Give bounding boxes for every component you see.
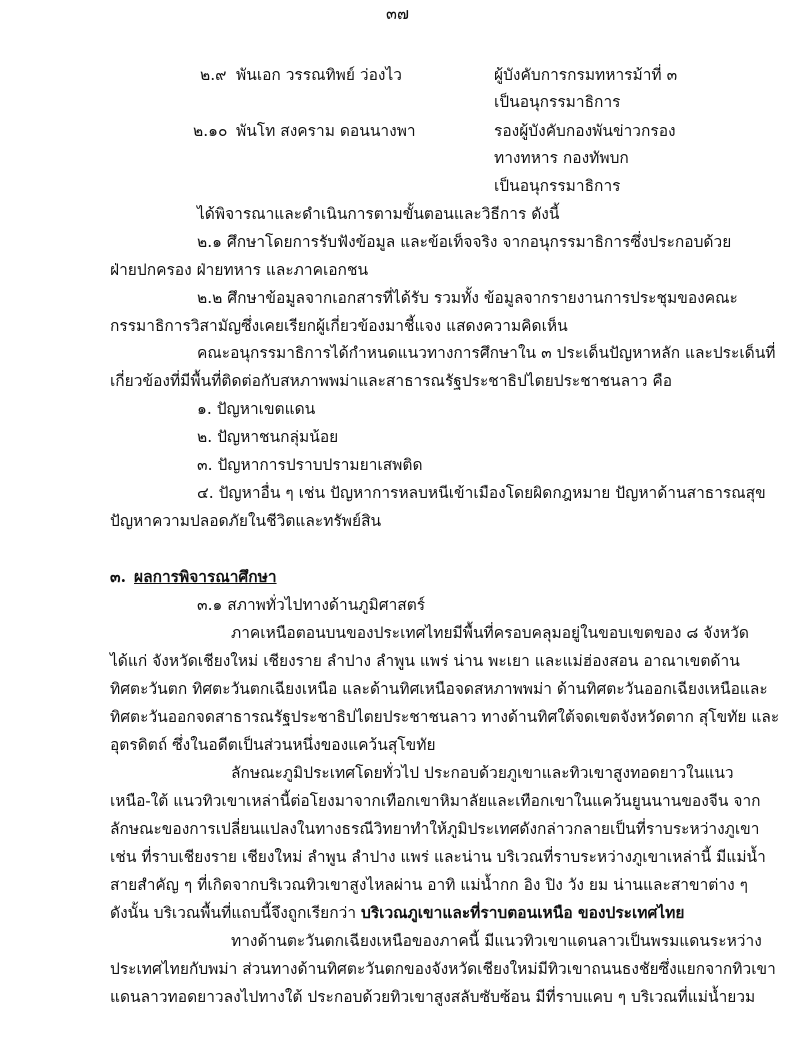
body-line: ฝ่ายปกครอง ฝ่ายทหาร และภาคเอกชน [110,261,369,279]
section-number: ๓. [110,567,126,586]
body-line: ภาคเหนือตอนบนของประเทศไทยมีพื้นที่ครอบคลุมอยู่ในขอบเขตของ ๘ จังหวัด [231,624,749,642]
body-line: ทิศตะวันออกจดสาธารณรัฐประชาธิปไตยประชาชนลาว ทางด้านทิศใต้จดเขตจังหวัดตาก สุโขทัย และ [110,708,780,726]
list-item: ๔. ปัญหาอื่น ๆ เช่น ปัญหาการหลบหนีเข้าเมืองโดยผิดกฎหมาย ปัญหาด้านสาธารณสุข [197,484,766,502]
body-line: ได้แก่ จังหวัดเชียงใหม่ เชียงราย ลำปาง ลำพูน แพร่ น่าน พะเยา และแม่ฮ่องสอน อาณาเขตด้าน [110,652,740,670]
emphasis-text: บริเวณภูเขาและที่ราบตอนเหนือ ของประเทศไทย [360,903,685,922]
member-role: เป็นอนุกรรมาธิการ [494,93,621,111]
body-line: ลักษณะของการเปลี่ยนแปลงในทางธรณีวิทยาทำให้ภูมิประเทศดังกล่าวกลายเป็นที่ราบระหว่างภูเขา [110,820,760,838]
body-line: อุตรดิตถ์ ซึ่งในอดีตเป็นส่วนหนึ่งของแคว้นสุโขทัย [110,736,436,754]
member-name: พันโท สงคราม ดอนนางพา [236,122,416,140]
list-item: ๓. ปัญหาการปราบปรามยาเสพติด [197,456,423,474]
page-number: ๓๗ [386,4,409,23]
body-line: เหนือ-ใต้ แนวทิวเขาเหล่านี้ต่อโยงมาจากเทือกเขาหิมาลัยและเทือกเขาในแคว้นยูนนานของจีน จาก [110,792,761,810]
body-line: ๒.๑ ศึกษาโดยการรับฟังข้อมูล และข้อเท็จจริง จากอนุกรรมาธิการซึ่งประกอบด้วย [197,233,732,251]
body-line: เกี่ยวข้องที่มีพื้นที่ติดต่อกับสหภาพพม่าและสาธารณรัฐประชาธิปไตยประชาชนลาว คือ [110,372,673,390]
list-item: ๒. ปัญหาชนกลุ่มน้อย [197,428,339,446]
body-line [110,902,684,924]
section-heading: ผลการพิจารณาศึกษา [134,567,277,586]
body-line: ได้พิจารณาและดำเนินการตามขั้นตอนและวิธีการ ดังนี้ [197,205,560,223]
member-number: ๒.๑๐ [193,122,228,140]
body-line: ทิศตะวันตก ทิศตะวันตกเฉียงเหนือ และด้านทิศเหนือจดสหภาพพม่า ด้านทิศตะวันออกเฉียงเหนือและ [110,680,768,698]
member-role: ผู้บังคับการกรมทหารม้าที่ ๓ [494,66,678,84]
body-line: สายสำคัญ ๆ ที่เกิดจากบริเวณทิวเขาสูงไหลผ่าน อาทิ แม่น้ำกก อิง ปิง วัง ยม น่านและสาขาต่าง ๆ [110,876,748,894]
list-item: ๑. ปัญหาเขตแดน [197,400,316,418]
list-item: ปัญหาความปลอดภัยในชีวิตและทรัพย์สิน [110,512,382,530]
body-line: ประเทศไทยกับพม่า ส่วนทางด้านทิศตะวันตกของจังหวัดเชียงใหม่มีทิวเขาถนนธงชัยซึ่งแยกจากทิวเขา [110,960,776,978]
member-role: ทางทหาร กองทัพบก [494,149,629,167]
body-text: ดังนั้น บริเวณพื้นที่แถบนี้จึงถูกเรียกว่า [110,904,361,922]
member-number: ๒.๙ [200,66,227,84]
member-role: รองผู้บังคับกองพันข่าวกรอง [494,122,676,140]
body-line: ทางด้านตะวันตกเฉียงเหนือของภาคนี้ มีแนวทิวเขาแดนลาวเป็นพรมแดนระหว่าง [231,932,762,950]
member-role: เป็นอนุกรรมาธิการ [494,177,621,195]
body-line: ๒.๒ ศึกษาข้อมูลจากเอกสารที่ได้รับ รวมทั้ง ข้อมูลจากรายงานการประชุมของคณะ [197,289,738,307]
body-line: กรรมาธิการวิสามัญซึ่งเคยเรียกผู้เกี่ยวข้องมาชี้แจง แสดงความคิดเห็น [110,317,568,335]
body-line: คณะอนุกรรมาธิการได้กำหนดแนวทางการศึกษาใน ๓ ประเด็นปัญหาหลัก และประเด็นที่ [197,344,776,362]
body-line: แดนลาวทอดยาวลงไปทางใต้ ประกอบด้วยทิวเขาสูงสลับซับซ้อน มีที่ราบแคบ ๆ บริเวณที่แม่น้ำยวม [110,988,756,1006]
body-line: ลักษณะภูมิประเทศโดยทั่วไป ประกอบด้วยภูเขาและทิวเขาสูงทอดยาวในแนว [231,764,734,782]
body-line: เช่น ที่ราบเชียงราย เชียงใหม่ ลำพูน ลำปาง แพร่ และน่าน บริเวณที่ราบระหว่างภูเขาเหล่านี้ มีแม่น้ำ [110,848,766,866]
subsection-heading: ๓.๑ สภาพทั่วไปทางด้านภูมิศาสตร์ [197,596,426,614]
member-name: พันเอก วรรณทิพย์ ว่องไว [236,66,402,84]
